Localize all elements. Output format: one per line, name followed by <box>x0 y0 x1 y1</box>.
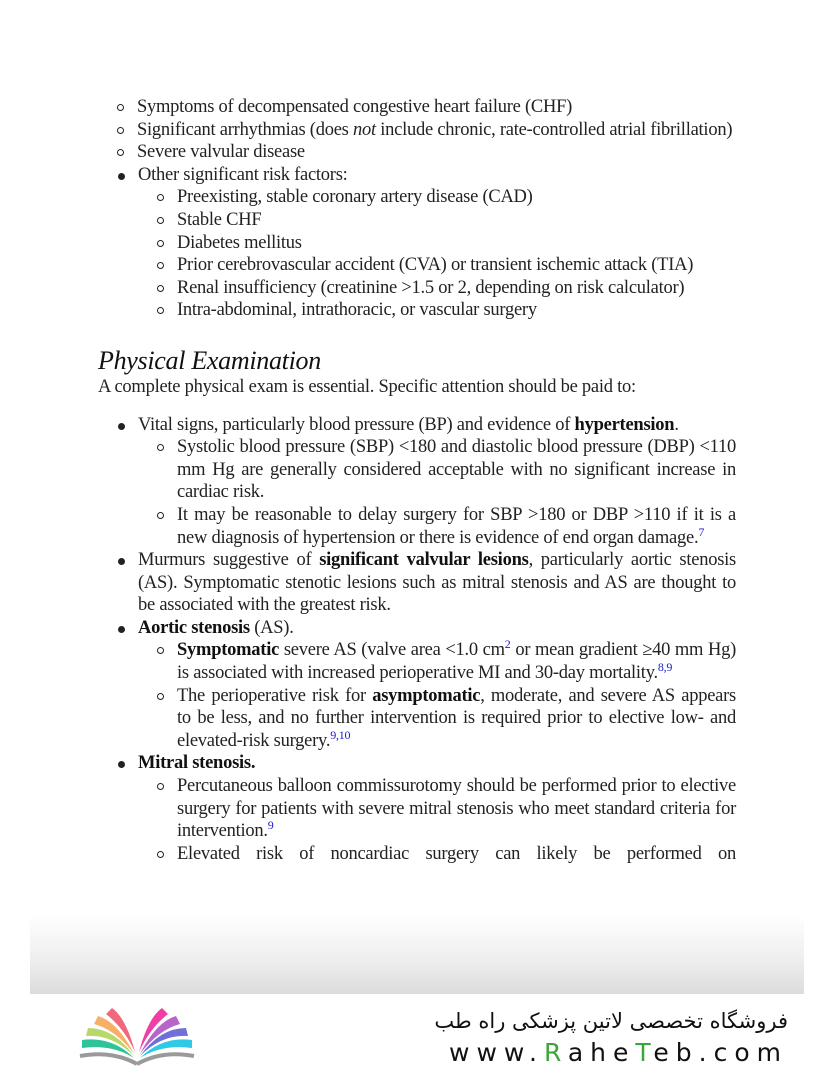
disc-bullet-icon <box>118 173 125 180</box>
list-item: Diabetes mellitus <box>138 232 736 255</box>
list-item: Renal insufficiency (creatinine >1.5 or 2, depending on risk calculator) <box>138 277 736 300</box>
vitals-sublist <box>138 436 736 549</box>
circle-bullet-icon <box>157 194 164 201</box>
section-heading: Physical Examination <box>98 345 321 375</box>
disc-bullet-icon <box>118 558 125 565</box>
circle-bullet-icon <box>157 512 164 519</box>
disc-bullet-icon <box>118 761 125 768</box>
aortic-stenosis-sublist <box>138 639 736 752</box>
page-content <box>98 96 736 865</box>
disc-bullet-icon <box>118 423 125 430</box>
circle-bullet-icon <box>157 647 164 654</box>
list-item-murmurs: Murmurs suggestive of significant valvular lesions, particularly aortic stenosis (AS). Symptomatic stenotic lesions such as mitral stenosis and AS are thought to be associated with the greatest risk. <box>98 549 736 617</box>
risk-subitems-continued <box>98 96 736 164</box>
circle-bullet-icon <box>117 149 124 156</box>
list-item: Percutaneous balloon commissurotomy should be performed prior to elective surgery for patients with severe mitral stenosis who meet standard criteria for intervention.$^9$ <box>138 775 736 843</box>
brand-persian-name: فروشگاه تخصصی لاتین پزشکی راه طب <box>434 1009 788 1033</box>
circle-bullet-icon <box>157 262 164 269</box>
list-item: Preexisting, stable coronary artery disease (CAD) <box>138 186 736 209</box>
other-risk-factors-list <box>98 164 736 322</box>
citation-link[interactable]: 9 <box>267 818 274 833</box>
document-page <box>30 0 804 994</box>
open-book-logo-icon <box>72 1006 202 1070</box>
brand-url[interactable]: www.RaheTeb.com <box>449 1038 788 1067</box>
list-item-aortic-stenosis: Aortic stenosis (AS). Symptomatic severe AS (valve area <1.0 $cm^2$ or mean gradient ≥40 mm Hg) is associated with increased perioperative MI and 30-day mortality.$^{8,9}$ The perioperative risk for asymptomatic, moderate, and severe AS appears to be less, and no further intervention is required prior to elective low- and elevated-risk surgery.$^{9,10}$ <box>98 617 736 753</box>
circle-bullet-icon <box>117 104 124 111</box>
circle-bullet-icon <box>157 783 164 790</box>
citation-link[interactable]: 8,9 <box>657 660 673 675</box>
circle-bullet-icon <box>157 240 164 247</box>
list-item: It may be reasonable to delay surgery for SBP >180 or DBP >110 if it is a new diagnosis of hypertension or there is evidence of end organ damage.$^7$ <box>138 504 736 549</box>
risk-factors-sublist <box>138 186 736 322</box>
circle-bullet-icon <box>157 307 164 314</box>
section-intro: A complete physical exam is essential. Specific attention should be paid to: <box>98 376 636 397</box>
exam-list <box>98 414 736 866</box>
list-item: Elevated risk of noncardiac surgery can likely be performed on <box>138 843 736 866</box>
superscript: 2 <box>504 637 511 652</box>
list-item-vital-signs: Vital signs, particularly blood pressure (BP) and evidence of hypertension. Systolic blood pressure (SBP) <180 and diastolic blood pressure (DBP) <110 mm Hg are generally considered acceptable with no significant increase in cardiac risk. It may be reasonable to delay surgery for SBP >180 or DBP >110 if it is a new diagnosis of hypertension or there is evidence of end organ damage.$^7$ <box>98 414 736 550</box>
circle-bullet-icon <box>157 693 164 700</box>
list-item: Prior cerebrovascular accident (CVA) or transient ischemic attack (TIA) <box>138 254 736 277</box>
list-item: Severe valvular disease <box>98 141 736 164</box>
disc-bullet-icon <box>118 626 125 633</box>
footer-banner <box>0 994 834 1080</box>
list-item: Other significant risk factors: Preexisting, stable coronary artery disease (CAD) Stable CHF Diabetes mellitus Prior cerebrovascular accident (CVA) or transient ischemic attack (TIA) Renal insufficiency (creatinine >1.5 or 2, depending on risk calculator) Intra-abdominal, intrathoracic, or vascular surgery <box>98 164 736 322</box>
list-item: Systolic blood pressure (SBP) <180 and diastolic blood pressure (DBP) <110 mm Hg are generally considered acceptable with no significant increase in cardiac risk. <box>138 436 736 504</box>
mitral-stenosis-sublist <box>138 775 736 865</box>
list-item-mitral-stenosis: Mitral stenosis. Percutaneous balloon commissurotomy should be performed prior to elective surgery for patients with severe mitral stenosis who meet standard criteria for intervention.$^9$ Elevated risk of noncardiac surgery can likely be performed on <box>98 752 736 865</box>
citation-link[interactable]: 9,10 <box>330 727 351 742</box>
circle-bullet-icon <box>157 444 164 451</box>
citation-link[interactable]: 7 <box>698 524 705 539</box>
circle-bullet-icon <box>117 127 124 134</box>
circle-bullet-icon <box>157 217 164 224</box>
list-item: Symptomatic severe AS (valve area <1.0 $cm^2$ or mean gradient ≥40 mm Hg) is associated with increased perioperative MI and 30-day mortality.$^{8,9}$ <box>138 639 736 684</box>
list-item: Significant arrhythmias (does not include chronic, rate-controlled atrial fibrillation) <box>98 119 736 142</box>
circle-bullet-icon <box>157 285 164 292</box>
circle-bullet-icon <box>157 851 164 858</box>
list-item: Stable CHF <box>138 209 736 232</box>
list-item: The perioperative risk for asymptomatic, moderate, and severe AS appears to be less, and no further intervention is required prior to elective low- and elevated-risk surgery.$^{9,10}$ <box>138 685 736 753</box>
list-item: Symptoms of decompensated congestive heart failure (CHF) <box>98 96 736 119</box>
list-item: Intra-abdominal, intrathoracic, or vascular surgery <box>138 299 736 322</box>
